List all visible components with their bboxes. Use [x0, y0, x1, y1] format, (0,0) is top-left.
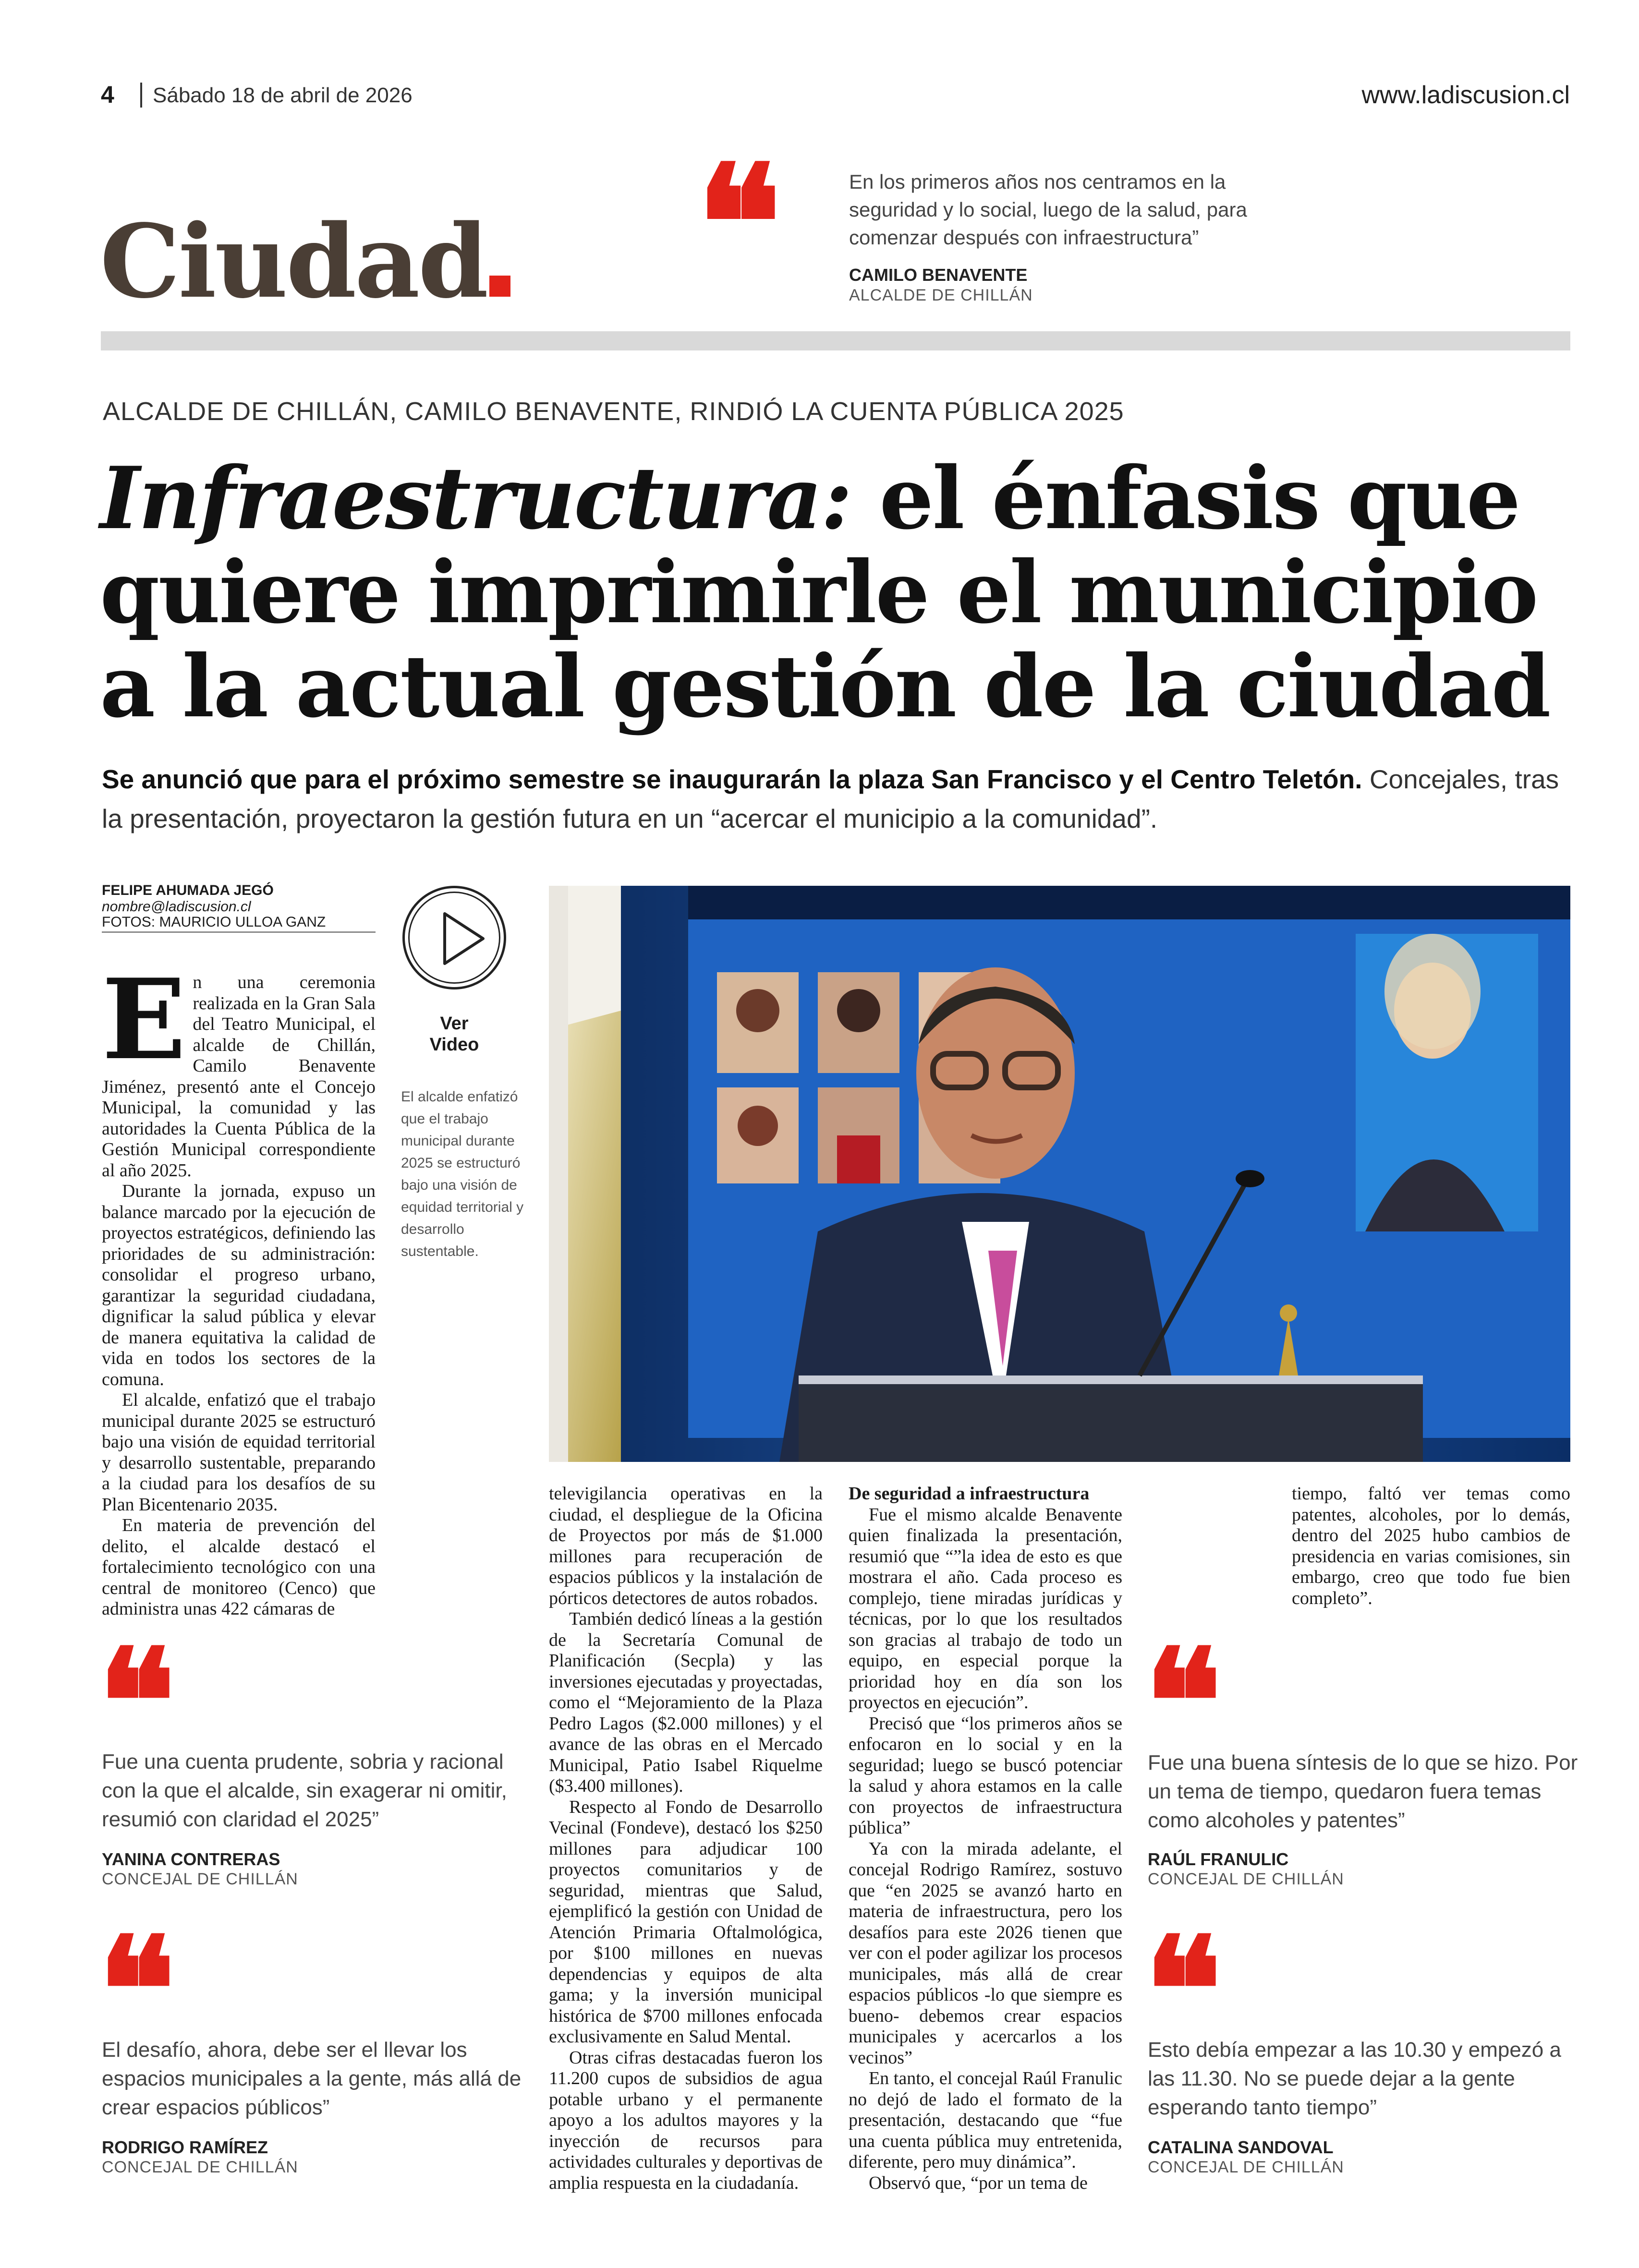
paragraph: Respecto al Fondo de Desarrollo Vecinal (Fondeve), destacó los $250 millones para adjudicar 100 proyectos comunitarios y de seguridad, mientras que Salud, ejemplificó la gestión con Unidad de Atención Primaria Oftalmológica, por $100 millones en nuevas dependencias y equipos de alta gama; y la inversión municipal histórica de $700 millones enfocada exclusivamente en Salud Mental.	[549, 1797, 823, 2047]
paragraph: En materia de prevención del delito, el alcalde destacó el fortalecimiento tecnológico con una central de monitoreo (Cenco) que administra unas 422 cámaras de	[102, 1515, 376, 1619]
byline-photos: FOTOS: MAURICIO ULLOA GANZ	[102, 914, 326, 930]
side-quote-role: CONCEJAL DE CHILLÁN	[1148, 2158, 1344, 2176]
article-photo	[549, 886, 1570, 1462]
side-quote-role: CONCEJAL DE CHILLÁN	[1148, 1870, 1344, 1888]
paragraph: Observó que, “por un tema de	[869, 2172, 1088, 2193]
paragraph: En tanto, el concejal Raúl Franulic no dejó de lado el formato de la presentación, destacando que “fue una cuenta pública muy entretenida, diferente, pero muy dinámica”.	[849, 2068, 1122, 2172]
article-headline	[100, 448, 1579, 736]
paragraph: n una ceremonia realizada en la Gran Sala del Teatro Municipal, el alcalde de Chillán, Camilo Benavente Jiménez, presentó ante el Concejo Municipal, la comunidad y las autoridades la Cuenta Pública de la Gestión Municipal correspondiente al año 2025.	[102, 972, 376, 1181]
quote-icon: ❝	[98, 1617, 161, 1786]
side-quote-name: CATALINA SANDOVAL	[1148, 2137, 1334, 2157]
headline-emphasis: Infraestructura:	[100, 448, 851, 548]
paragraph: Durante la jornada, expuso un balance marcado por la ejecución de proyectos estratégicos, definiendo las prioridades de su administración: consolidar el progreso urbano, garantizar la seguridad ciudadana, dignificar la salud pública y elevar de manera equitativa la calidad de vida en todos los sectores de la comuna.	[102, 1181, 376, 1389]
paragraph: También dedicó líneas a la gestión de la Secretaría Comunal de Planificación (Secpla) y las inversiones ejecutadas y proyectadas, como el “Mejoramiento de la Plaza Pedro Lagos ($2.000 millones) y el avance de las obras en el Mercado Municipal, Patio Isabel Riquelme ($3.400 millones).	[549, 1609, 823, 1796]
paragraph: Otras cifras destacadas fueron los 11.200 cupos de subsidios de agua potable urbano y el permanente apoyo a los adultos mayores y la inyección de recursos para actividades culturales y deportivas de amplia respuesta en la ciudadanía.	[549, 2047, 823, 2193]
article-kicker: ALCALDE DE CHILLÁN, CAMILO BENAVENTE, RINDIÓ LA CUENTA PÚBLICA 2025	[103, 397, 1124, 426]
quote-icon: ❝	[98, 1905, 161, 2075]
video-label[interactable]: Ver Video	[429, 1013, 479, 1055]
side-quote-role: CONCEJAL DE CHILLÁN	[102, 2158, 298, 2176]
byline-email[interactable]: nombre@ladiscusion.cl	[102, 899, 251, 915]
byline-rule	[102, 931, 376, 933]
article-column-4	[1292, 1484, 1570, 1609]
issue-date: Sábado 18 de abril de 2026	[153, 84, 413, 107]
subheading: De seguridad a infraestructura	[849, 1484, 1090, 1504]
side-quote-text: El desafío, ahora, debe ser el llevar los espacios municipales a la gente, más allá de crear espacios públicos”	[102, 2038, 522, 2119]
side-quote-name: RAÚL FRANULIC	[1148, 1849, 1289, 1869]
page-number: 4	[101, 81, 114, 108]
section-rule	[101, 331, 1570, 350]
top-quote-name: CAMILO BENAVENTE	[849, 265, 1028, 285]
article-column-1	[102, 955, 376, 1620]
speaker-photo	[549, 886, 1570, 1462]
article-column-3	[849, 1484, 1122, 2194]
paragraph: Ya con la mirada adelante, el concejal Rodrigo Ramírez, sostuvo que “en 2025 se avanzó harto en materia de infraestructura, pero los desafíos para este 2026 tienen que ver con el poder agilizar los procesos municipales, más allá de crear espacios públicos -lo que siempre es bueno- debemos crear espacios municipales y acercarlos a los vecinos”	[849, 1838, 1122, 2068]
side-quote-name: YANINA CONTRERAS	[102, 1849, 280, 1869]
section-title: Ciudad	[100, 211, 510, 312]
paragraph: tiempo, faltó ver temas como patentes, alcoholes, por lo demás, dentro del 2025 hubo cambios de presidencia en varias comisiones, sin embargo, creo que todo fue bien completo”.	[1292, 1484, 1570, 1608]
section-dot	[489, 276, 510, 297]
byline-author: FELIPE AHUMADA JEGÓ	[102, 882, 274, 898]
play-icon[interactable]	[441, 911, 487, 966]
article-column-2	[549, 1484, 823, 2194]
lead-rest: Concejales, tras la presentación, proyectaron la gestión futura en un “acercar el municipio a la comunidad”.	[102, 764, 1559, 833]
side-quote-text: Esto debía empezar a las 10.30 y empezó a las 11.30. No se puede dejar a la gente esperando tanto tiempo”	[1148, 2038, 1561, 2119]
paragraph: Fue el mismo alcalde Benavente quien finalizada la presentación, resumió que “”la idea de esto es que mostrara el año. Cada proceso es complejo, tiene miradas jurídicas y técnicas, por lo que los resultados son gracias al trabajo de todo un equipo, en especial porque la prioridad hoy en día son los proyectos en ejecución”.	[849, 1504, 1122, 1713]
lead-bold: Se anunció que para el próximo semestre se inaugurarán la plaza San Francisco y el Centro Teletón.	[102, 764, 1362, 794]
quote-icon: ❝	[1144, 1617, 1208, 1786]
headline-rest: el énfasis que quiere imprimirle el municipio a la actual gestión de la ciudad	[100, 448, 1550, 736]
side-quote-text: Fue una cuenta prudente, sobria y racional con la que el alcalde, sin exagerar ni omitir, resumió con claridad el 2025”	[102, 1750, 507, 1831]
header-divider	[140, 83, 142, 108]
side-quote-role: CONCEJAL DE CHILLÁN	[102, 1870, 298, 1888]
photo-caption: El alcalde enfatizó que el trabajo municipal durante 2025 se estructuró bajo una visión de equidad territorial y desarrollo sustentable.	[401, 1089, 524, 1259]
paragraph: televigilancia operativas en la ciudad, el despliegue de la Oficina de Proyectos por más de $1.000 millones para recuperación de espacios públicos y la instalación de pórticos detectores de autos robados.	[549, 1484, 823, 1608]
top-quote-text: En los primeros años nos centramos en la seguridad y lo social, luego de la salud, para comenzar después con infraestructura”	[849, 170, 1247, 249]
side-quote-name: RODRIGO RAMÍREZ	[102, 2137, 268, 2157]
website-link[interactable]: www.ladiscusion.cl	[1361, 81, 1570, 109]
quote-icon: ❝	[1144, 1905, 1208, 2075]
paragraph: El alcalde, enfatizó que el trabajo municipal durante 2025 se estructuró bajo una visión de equidad territorial y desarrollo sustentable, preparando a la ciudad para los desafíos de su Plan Bicentenario 2035.	[102, 1390, 376, 1515]
quote-icon: ❝	[696, 130, 767, 316]
paragraph: Precisó que “los primeros años se enfocaron en lo social y en la seguridad; luego se buscó potenciar la salud y ahora estamos en la calle con proyectos de infraestructura pública”	[849, 1713, 1122, 1838]
top-quote-role: ALCALDE DE CHILLÁN	[849, 286, 1033, 304]
article-lead	[102, 760, 1571, 838]
dropcap: E	[102, 955, 186, 1085]
side-quote-text: Fue una buena síntesis de lo que se hizo. Por un tema de tiempo, quedaron fuera temas como alcoholes y patentes”	[1148, 1751, 1578, 1832]
